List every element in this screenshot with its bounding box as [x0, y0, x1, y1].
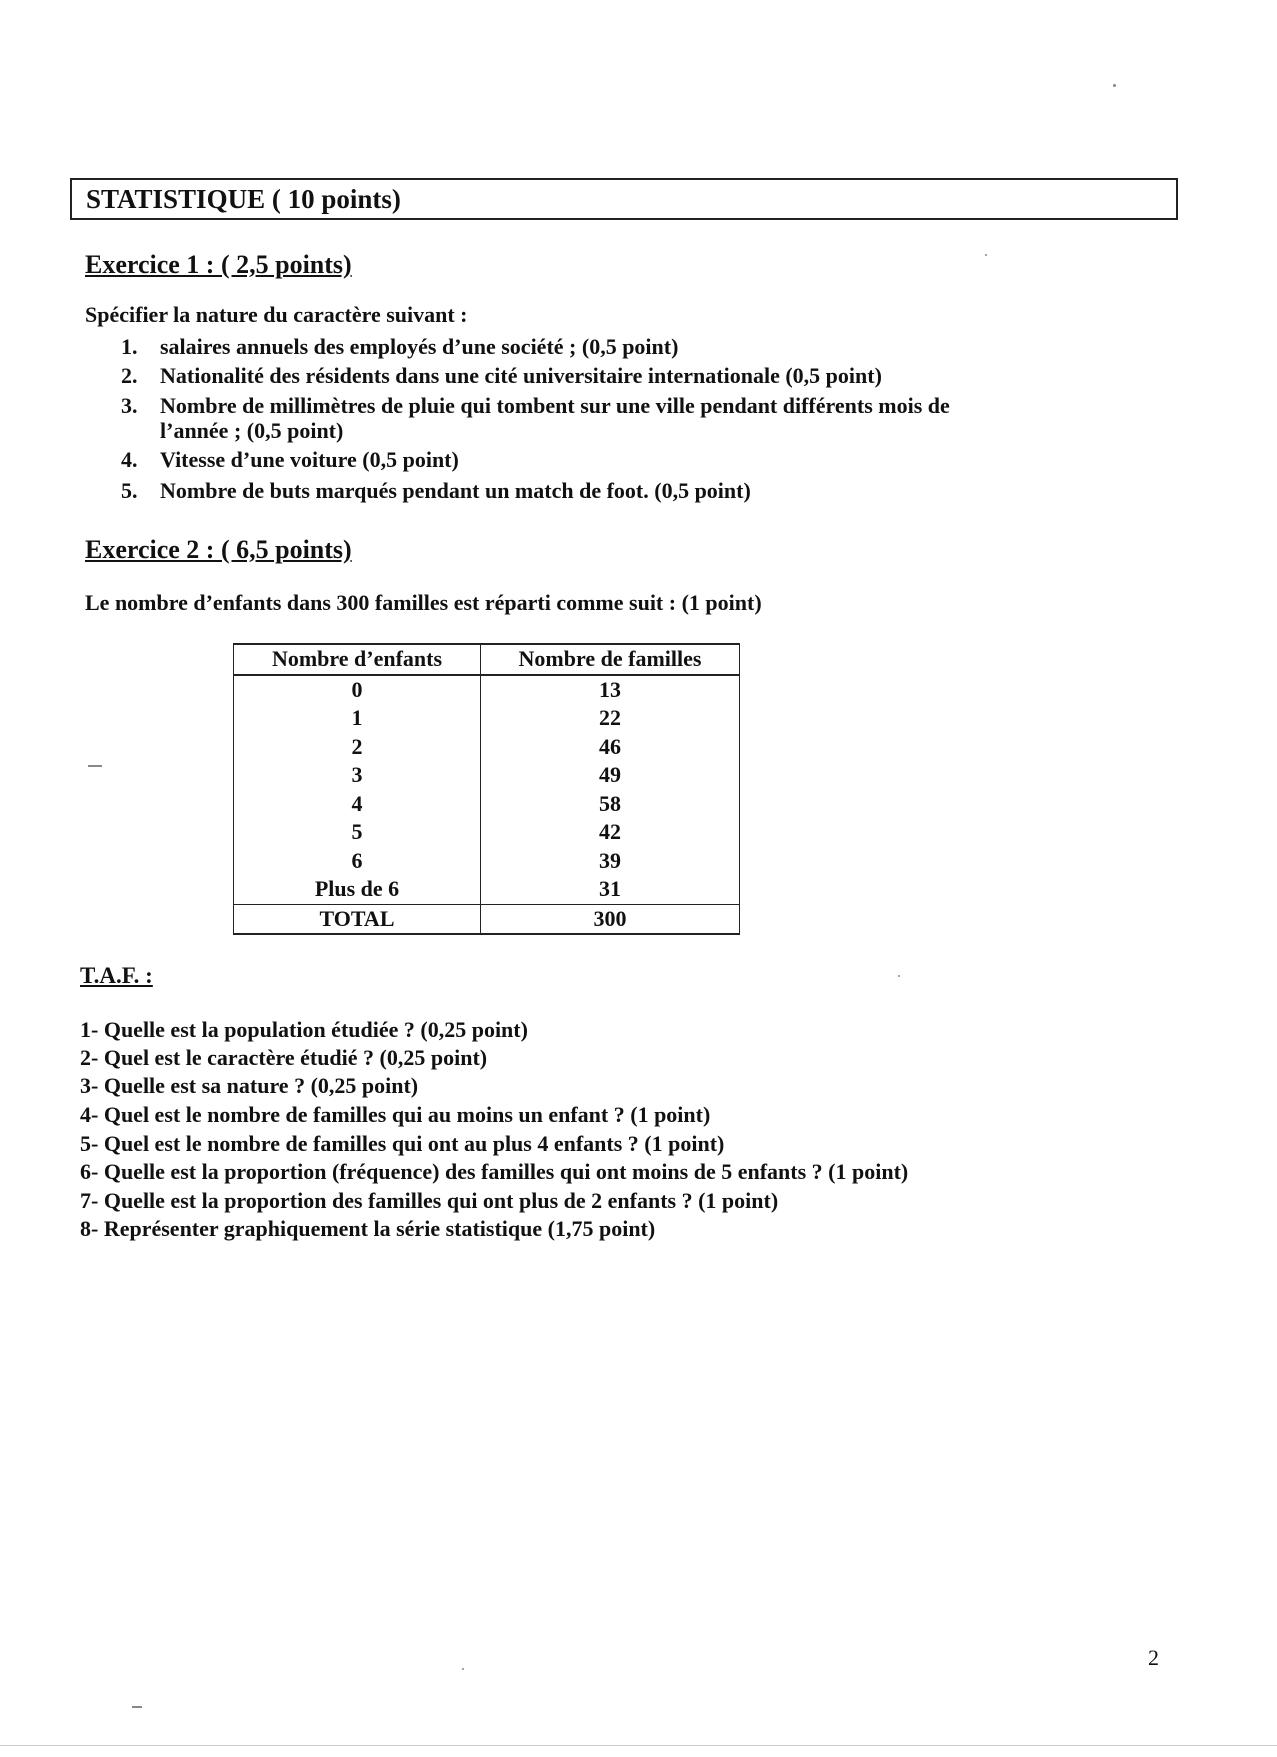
question-item: 3- Quelle est sa nature ? (0,25 point)	[80, 1073, 419, 1098]
section-title: STATISTIQUE ( 10 points)	[86, 184, 401, 214]
scan-edge-line	[0, 1745, 1277, 1746]
column-header: Nombre de familles	[481, 644, 740, 675]
question-item: 7- Quelle est la proportion des familles qui ont plus de 2 enfants ? (1 point)	[80, 1188, 779, 1213]
list-number: 3.	[121, 393, 138, 418]
column-header: Nombre d’enfants	[234, 644, 481, 675]
question-item: 2- Quel est le caractère étudié ? (0,25 point)	[80, 1045, 488, 1070]
children-families-table	[233, 643, 740, 935]
list-number: 1.	[121, 334, 138, 359]
cell-children: 6	[234, 847, 481, 876]
list-number: 2.	[121, 363, 138, 388]
table-row	[234, 875, 740, 904]
scan-speck	[985, 254, 987, 256]
table-row	[234, 847, 740, 876]
scan-speck	[1113, 84, 1116, 87]
list-item: Vitesse d’une voiture (0,5 point)	[160, 447, 459, 472]
list-number: 5.	[121, 478, 138, 503]
total-label: TOTAL	[234, 904, 481, 934]
cell-children: 4	[234, 790, 481, 819]
list-item: Nombre de millimètres de pluie qui tombent sur une ville pendant différents mois de	[160, 393, 950, 418]
question-item: 1- Quelle est la population étudiée ? (0,25 point)	[80, 1017, 528, 1042]
cell-families: 13	[481, 675, 740, 705]
cell-children: 0	[234, 675, 481, 705]
exercise-2-intro: Le nombre d’enfants dans 300 familles est réparti comme suit : (1 point)	[85, 590, 762, 615]
list-item: salaires annuels des employés d’une société ; (0,5 point)	[160, 334, 679, 359]
exercise-1-intro: Spécifier la nature du caractère suivant :	[85, 302, 468, 327]
scan-speck	[898, 975, 900, 977]
question-item: 8- Représenter graphiquement la série statistique (1,75 point)	[80, 1216, 656, 1241]
cell-families: 46	[481, 733, 740, 762]
scan-speck	[462, 1668, 464, 1670]
exercise-1-heading: Exercice 1 : ( 2,5 points)	[85, 250, 352, 279]
list-number: 4.	[121, 447, 138, 472]
cell-children: 5	[234, 818, 481, 847]
table-row	[234, 818, 740, 847]
cell-children: Plus de 6	[234, 875, 481, 904]
cell-families: 42	[481, 818, 740, 847]
table-header-row	[234, 644, 740, 675]
scan-speck	[88, 765, 102, 767]
cell-children: 3	[234, 761, 481, 790]
cell-families: 39	[481, 847, 740, 876]
list-item: Nationalité des résidents dans une cité universitaire internationale (0,5 point)	[160, 363, 882, 388]
table-row	[234, 733, 740, 762]
cell-families: 58	[481, 790, 740, 819]
table-row	[234, 704, 740, 733]
table-row	[234, 675, 740, 705]
table-row	[234, 761, 740, 790]
question-item: 6- Quelle est la proportion (fréquence) des familles qui ont moins de 5 enfants ? (1 point)	[80, 1159, 909, 1184]
list-item-continuation: l’année ; (0,5 point)	[160, 418, 344, 443]
cell-children: 1	[234, 704, 481, 733]
table-total-row	[234, 904, 740, 934]
question-item: 4- Quel est le nombre de familles qui au moins un enfant ? (1 point)	[80, 1102, 711, 1127]
cell-families: 31	[481, 875, 740, 904]
cell-families: 49	[481, 761, 740, 790]
page-number: 2	[1148, 1645, 1159, 1670]
cell-families: 22	[481, 704, 740, 733]
taf-label: T.A.F. :	[80, 963, 153, 988]
list-item: Nombre de buts marqués pendant un match de foot. (0,5 point)	[160, 478, 751, 503]
scan-speck	[132, 1706, 142, 1708]
total-value: 300	[481, 904, 740, 934]
section-title-box	[70, 178, 1178, 220]
question-item: 5- Quel est le nombre de familles qui ont au plus 4 enfants ? (1 point)	[80, 1131, 725, 1156]
exercise-2-heading: Exercice 2 : ( 6,5 points)	[85, 535, 352, 564]
cell-children: 2	[234, 733, 481, 762]
table-row	[234, 790, 740, 819]
